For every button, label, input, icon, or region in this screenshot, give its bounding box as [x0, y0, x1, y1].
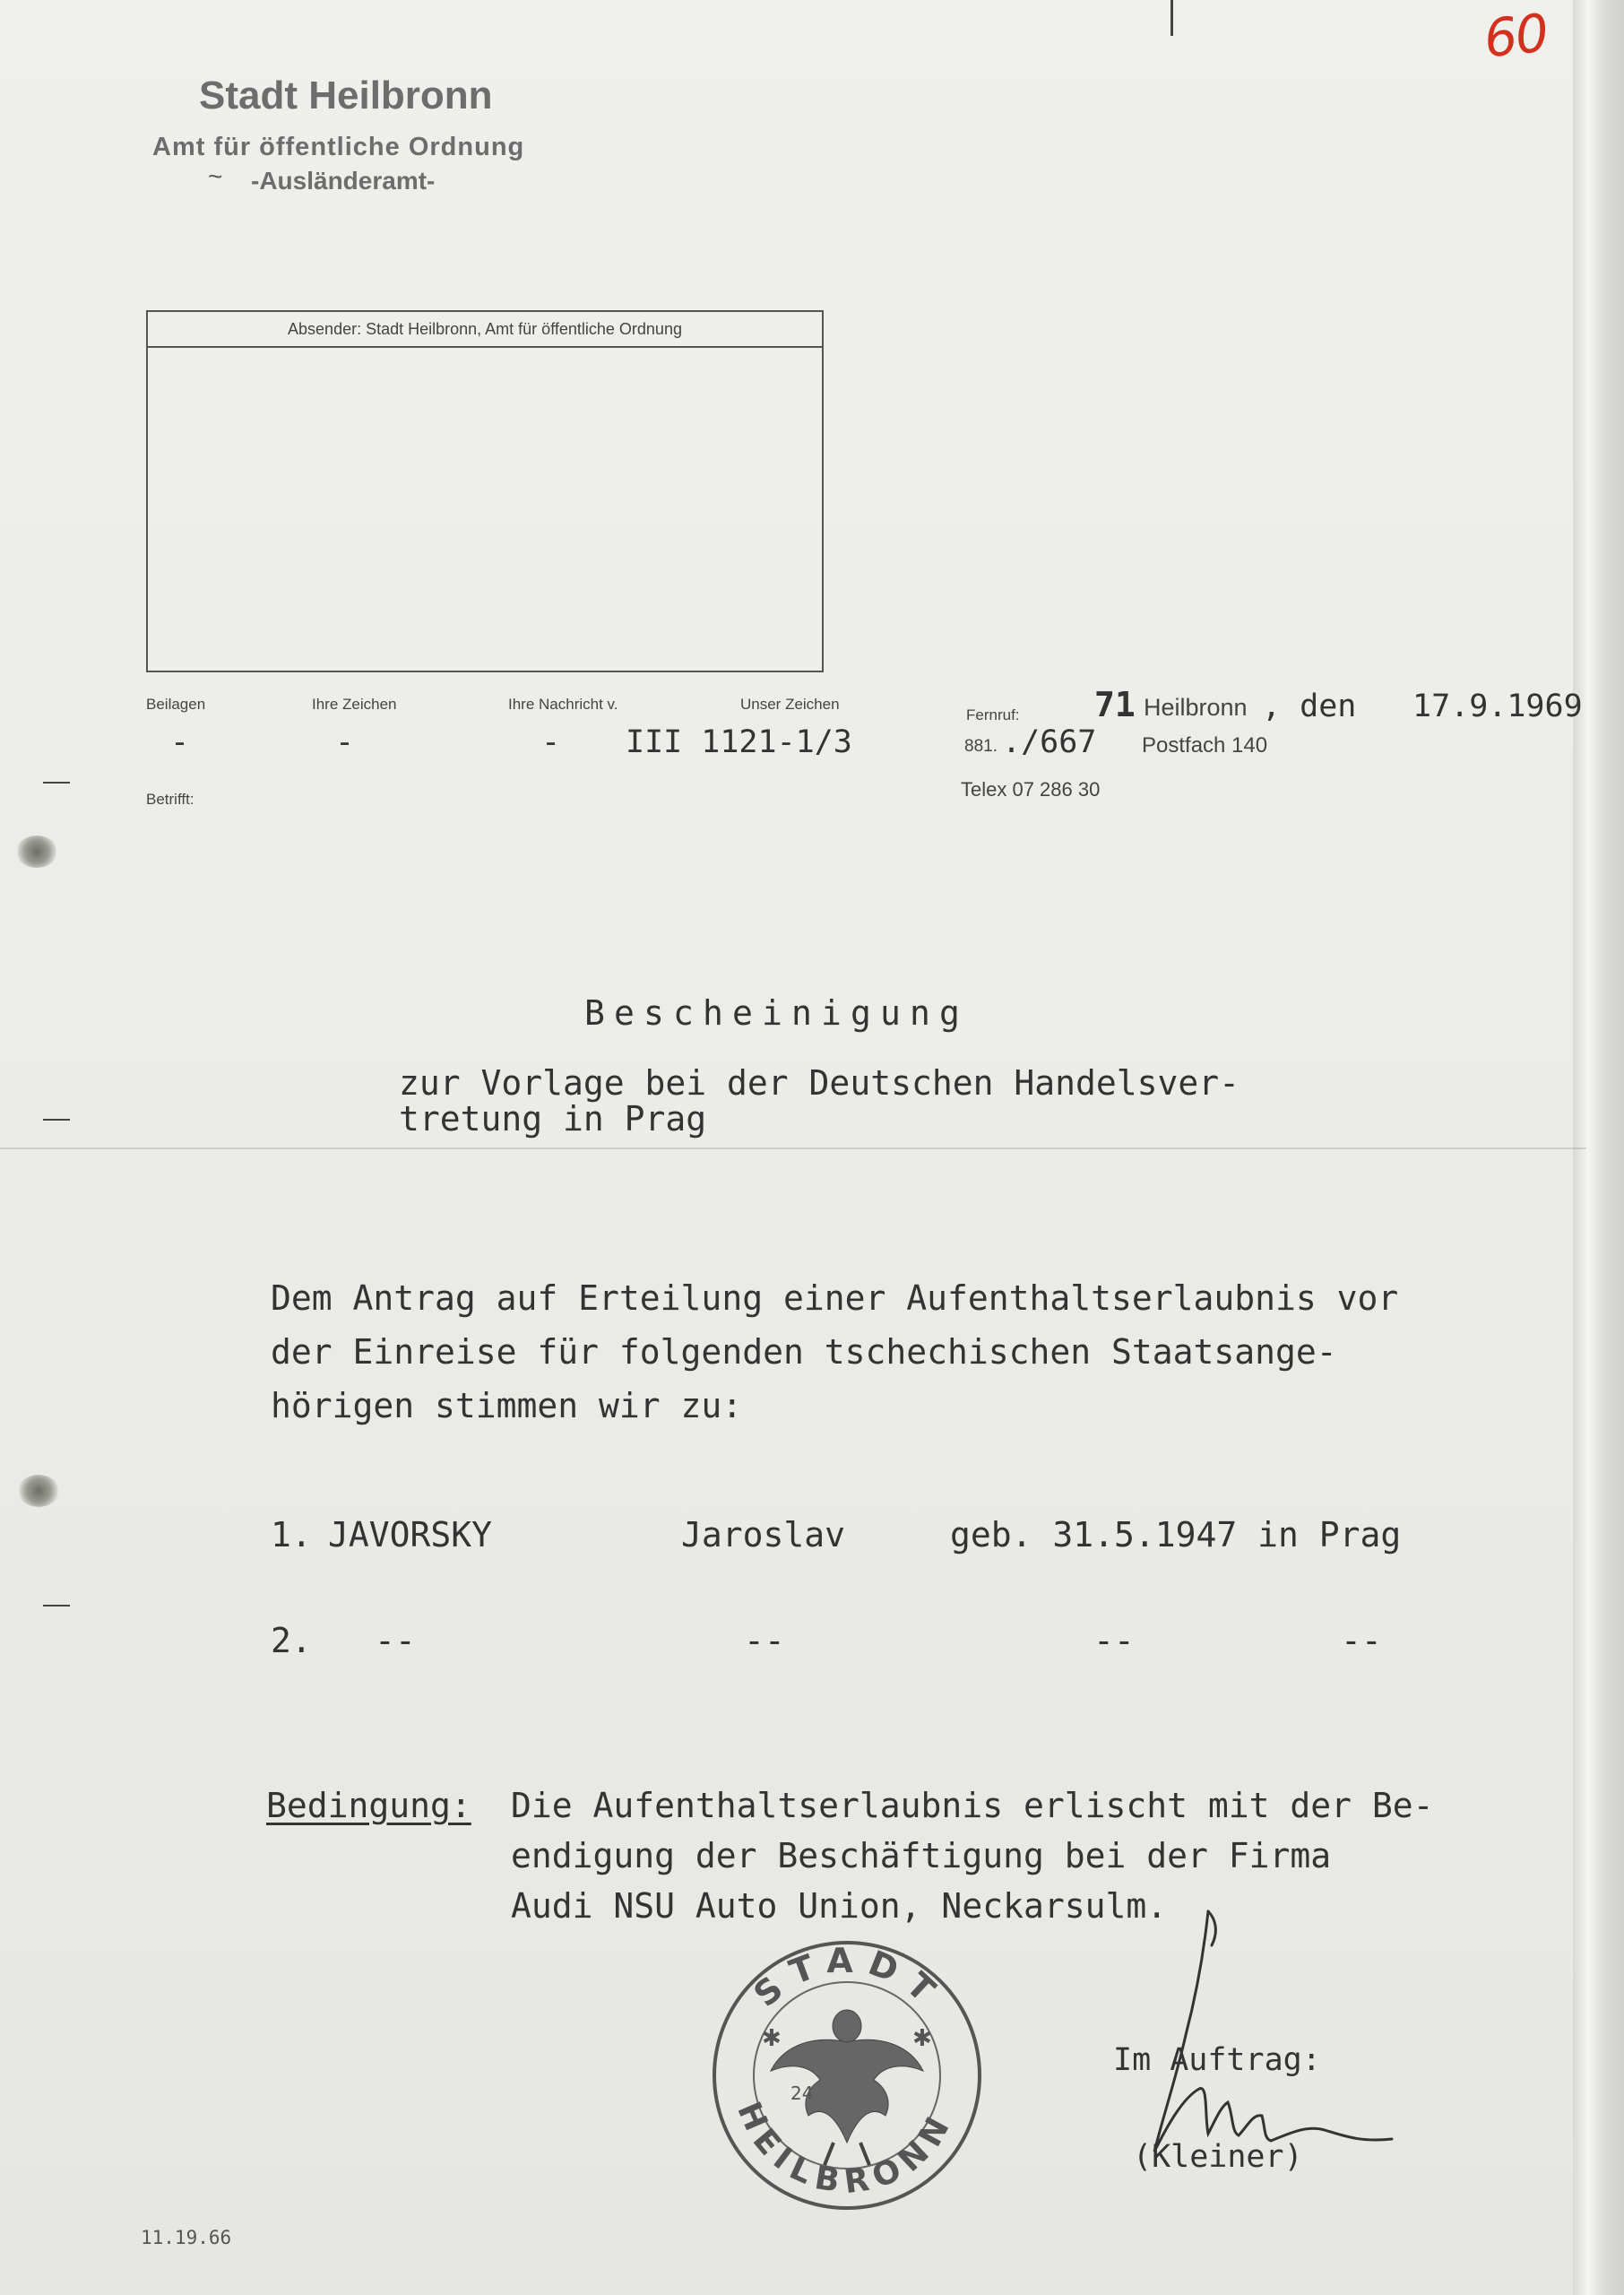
condition-label: Bedingung: — [266, 1786, 471, 1825]
person-number: 1. — [271, 1515, 312, 1555]
your-ref-value: - — [335, 724, 355, 760]
heading-letter: i — [762, 993, 782, 1033]
condition-line3: Audi NSU Auto Union, Neckarsulm. — [511, 1886, 1168, 1926]
heading-letter: s — [644, 993, 664, 1033]
condition-line2: endigung der Beschäftigung bei der Firma — [511, 1836, 1332, 1875]
heading-letter: e — [732, 993, 753, 1033]
punch-hole — [16, 836, 57, 868]
document-heading — [584, 993, 969, 1033]
margin-fold-mark — [43, 1605, 70, 1606]
condition-line1: Die Aufenthaltserlaubnis erlischt mit der Be- — [511, 1786, 1434, 1825]
your-message-label: Ihre Nachricht v. — [508, 696, 618, 713]
paragraph-line3: hörigen stimmen wir zu: — [271, 1386, 743, 1425]
date-prefix: , den — [1262, 688, 1357, 724]
subheading-line1: zur Vorlage bei der Deutschen Handelsver- — [399, 1063, 1240, 1103]
seal-number: 24 — [790, 2083, 814, 2104]
seal-top-text: STADT — [746, 1940, 952, 2019]
margin-fold-mark — [43, 1119, 70, 1121]
person-birth-date: -- — [1093, 1621, 1135, 1660]
margin-fold-mark — [43, 782, 70, 784]
our-ref-value: III 1121-1/3 — [626, 724, 852, 760]
letterhead-department: -Ausländeramt- — [251, 167, 436, 195]
form-code: 11.19.66 — [141, 2227, 232, 2248]
paragraph-line1: Dem Antrag auf Erteilung einer Aufenthaltserlaubnis vor — [271, 1278, 1399, 1318]
heading-letter: B — [584, 993, 605, 1033]
phone-label: Fernruf: — [966, 706, 1020, 723]
heading-letter: i — [821, 993, 842, 1033]
person-first-name: -- — [744, 1621, 785, 1660]
sender-line: Absender: Stadt Heilbronn, Amt für öffentliche Ordnung — [148, 312, 822, 348]
telex: Telex 07 286 30 — [961, 778, 1101, 801]
heading-letter: g — [851, 993, 871, 1033]
paragraph-line2: der Einreise für folgenden tschechischen Staatsange- — [271, 1332, 1337, 1372]
enclosures-value: - — [170, 724, 190, 760]
heading-letter: h — [703, 993, 723, 1033]
person-number: 2. — [271, 1621, 312, 1660]
person-birth: geb. 31.5.1947 in Prag — [950, 1515, 1402, 1555]
subject-label: Betrifft: — [146, 791, 194, 808]
our-ref-label: Unser Zeichen — [740, 696, 840, 713]
city-name: Heilbronn — [1144, 694, 1248, 721]
heading-letter: g — [939, 993, 960, 1033]
your-ref-label: Ihre Zeichen — [312, 696, 397, 713]
person-birth-place: -- — [1341, 1621, 1382, 1660]
fold-line — [0, 1148, 1586, 1149]
top-mark — [1170, 0, 1173, 36]
seal-star-right: ✱ — [912, 2025, 932, 2052]
page-number: 60 — [1481, 2, 1551, 70]
heading-letter: c — [673, 993, 694, 1033]
letterhead-office: Amt für öffentliche Ordnung — [152, 133, 525, 161]
phone-prefix: 881. — [964, 737, 998, 756]
signatory-name: (Kleiner) — [1133, 2139, 1303, 2175]
heading-letter: u — [880, 993, 901, 1033]
heading-letter: e — [614, 993, 635, 1033]
subheading-line2: tretung in Prag — [399, 1099, 707, 1139]
heading-letter: n — [791, 993, 812, 1033]
address-box — [146, 310, 824, 672]
letterhead-dash: ~ — [208, 162, 223, 190]
official-seal — [708, 1936, 986, 2214]
person-surname: -- — [375, 1621, 416, 1660]
enclosures-label: Beilagen — [146, 696, 206, 713]
person-surname: JAVORSKY — [328, 1515, 493, 1555]
on-behalf-label: Im Auftrag: — [1113, 2042, 1321, 2078]
seal-bottom-text: HEILBRONN — [730, 2096, 961, 2202]
seal-star-left: ✱ — [762, 2025, 782, 2052]
letterhead-city: Stadt Heilbronn — [199, 74, 493, 117]
postcode: 71 — [1094, 685, 1136, 724]
punch-hole — [18, 1475, 59, 1507]
your-message-value: - — [541, 724, 561, 760]
letter-date: 17.9.1969 — [1412, 688, 1583, 724]
po-box: Postfach 140 — [1142, 733, 1268, 758]
phone-extension: ./667 — [1002, 724, 1097, 760]
heading-letter: n — [910, 993, 930, 1033]
person-first-name: Jaroslav — [681, 1515, 846, 1555]
